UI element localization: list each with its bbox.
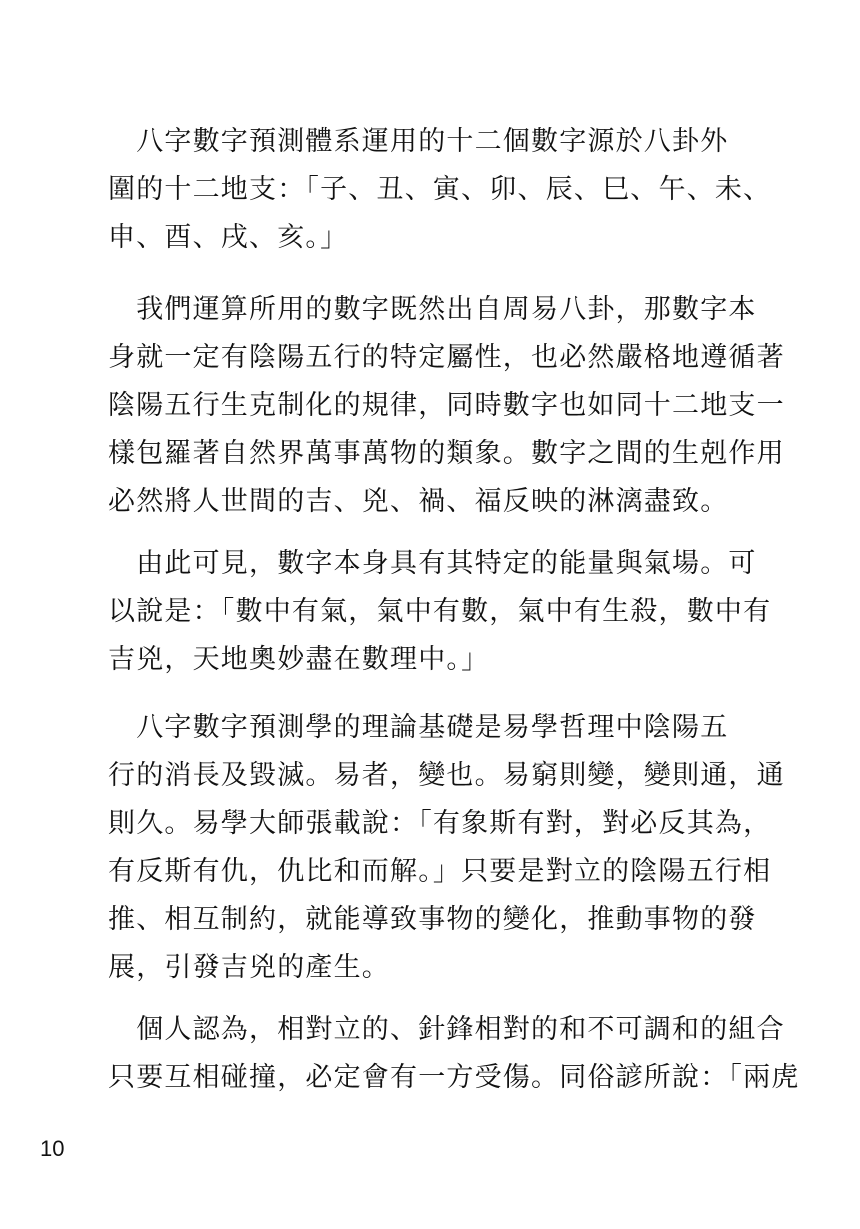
paragraph-line: 吉兇，天地奧妙盡在數理中。」 [108, 644, 490, 675]
paragraph-line: 展，引發吉兇的產生。 [108, 952, 390, 983]
paragraph-line: 只要互相碰撞，必定會有一方受傷。同俗諺所說：「兩虎 [108, 1062, 800, 1093]
paragraph-line: 陰陽五行生克制化的規律，同時數字也如同十二地支一 [108, 390, 785, 421]
paragraph-line: 則久。易學大師張載說：「有象斯有對，對必反其為， [108, 808, 772, 839]
paragraph-line: 樣包羅著自然界萬事萬物的類象。數字之間的生剋作用 [108, 438, 785, 469]
paragraph-line: 由此可見，數字本身具有其特定的能量與氣場。可 [108, 548, 757, 579]
paragraph-earthly-branches [108, 118, 772, 262]
paragraph-line: 申、酉、戌、亥。」 [108, 222, 349, 253]
paragraph-number-attributes [108, 286, 785, 526]
paragraph-theory-basis [108, 704, 785, 992]
paragraph-personal-view [108, 1006, 800, 1102]
paragraph-line: 以說是：「數中有氣，氣中有數，氣中有生殺，數中有 [108, 596, 772, 627]
paragraph-line: 八字數字預測學的理論基礎是易學哲理中陰陽五 [108, 712, 729, 743]
paragraph-line: 推、相互制約，就能導致事物的變化，推動事物的發 [108, 904, 757, 935]
paragraph-line: 有反斯有仇，仇比和而解。」只要是對立的陰陽五行相 [108, 856, 772, 887]
paragraph-line: 身就一定有陰陽五行的特定屬性，也必然嚴格地遵循著 [108, 342, 785, 373]
paragraph-line: 八字數字預測體系運用的十二個數字源於八卦外 [108, 126, 729, 157]
page-number: 10 [40, 1136, 65, 1161]
paragraph-line: 行的消長及毀滅。易者，變也。易窮則變，變則通，通 [108, 760, 785, 791]
paragraph-line: 圍的十二地支：「子、丑、寅、卯、辰、巳、午、未、 [108, 174, 772, 205]
paragraph-energy-field [108, 540, 772, 684]
paragraph-line: 我們運算所用的數字既然出自周易八卦，那數字本 [108, 294, 757, 325]
paragraph-line: 必然將人世間的吉、兇、禍、福反映的淋漓盡致。 [108, 486, 729, 517]
paragraph-line: 個人認為，相對立的、針鋒相對的和不可調和的組合 [108, 1014, 785, 1045]
